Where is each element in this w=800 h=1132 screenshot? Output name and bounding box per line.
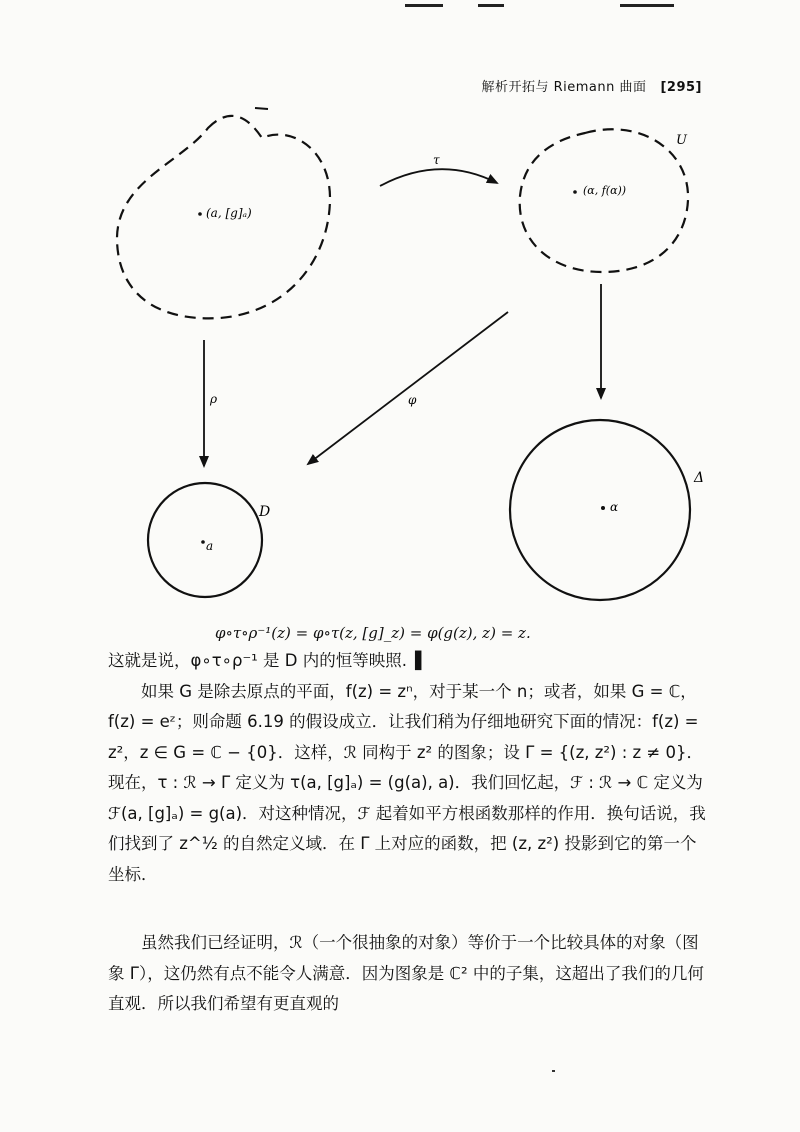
- page-number: [295]: [660, 80, 702, 95]
- paragraph-2: 如果 G 是除去原点的平面，f(z) = zⁿ，对于某一个 n；或者，如果 G = ℂ，f(z) = eᶻ；则命题 6.19 的假设成立．让我们稍为仔细地研究下面的情况：f(z) = z²，z ∈ G = ℂ − {0}．这样，ℛ 同构于 z² 的图象；设 Γ = {(z, z²) : z ≠ 0}．现在，τ : ℛ → Γ 定义为 τ(a, [g]ₐ) = (g(a), a)．我们回忆起，ℱ : ℛ → ℂ 定义为 ℱ(a, [g]ₐ) = g(a)．对这种情况，ℱ 起着如平方根函数那样的作用．换句话说，我们找到了 z^½ 的自然定义域．在 Γ 上对应的函数，把 (z, z²) 投影到它的第一个坐标．: [108, 681, 706, 884]
- end-of-proof-mark: ▌: [414, 651, 428, 670]
- arrow-tau: [380, 169, 497, 186]
- u-point-label: (α, f(α)): [583, 184, 627, 197]
- identity-formula: φ∘τ∘ρ⁻¹(z) = φ∘τ(z, [g]_z) = φ(g(z), z) = z.: [215, 624, 531, 642]
- disk-delta-label: Δ: [694, 470, 705, 486]
- arrow-phi: [308, 312, 508, 464]
- disk-d-point-label: a: [206, 539, 214, 553]
- u-point: [573, 190, 577, 194]
- blob-point: [198, 212, 202, 216]
- body-text-1: [108, 646, 708, 890]
- paragraph-1-text: 这就是说，φ∘τ∘ρ⁻¹ 是 D 内的恒等映照.: [108, 651, 407, 670]
- disk-delta-point-label: α: [610, 500, 619, 514]
- u-domain-curve: [520, 129, 688, 272]
- disk-delta: [510, 420, 690, 600]
- arrow-phi-label: φ: [408, 393, 417, 407]
- arrow-tau-label: τ: [433, 153, 440, 167]
- arrow-rho-label: ρ: [210, 392, 218, 406]
- blob-tick-mark: [255, 108, 268, 109]
- paragraph-3: 虽然我们已经证明，ℛ（一个很抽象的对象）等价于一个比较具体的对象（图象 Γ），这仍然有点不能令人满意．因为图象是 ℂ² 中的子集，这超出了我们的几何直观．所以我们希望有更直观的: [108, 933, 704, 1013]
- disk-delta-point: [601, 506, 605, 510]
- scan-speck: [552, 1070, 555, 1072]
- running-head-title: 解析开拓与 Riemann 曲面: [481, 80, 647, 95]
- paragraph-1: [108, 646, 708, 677]
- disk-d-point: [201, 540, 205, 544]
- disk-d-label: D: [259, 504, 271, 520]
- blob-point-label: (a, [g]ₐ): [206, 206, 252, 220]
- body-text-2: [108, 928, 708, 1020]
- u-label: U: [676, 133, 687, 148]
- disk-d: [148, 483, 262, 597]
